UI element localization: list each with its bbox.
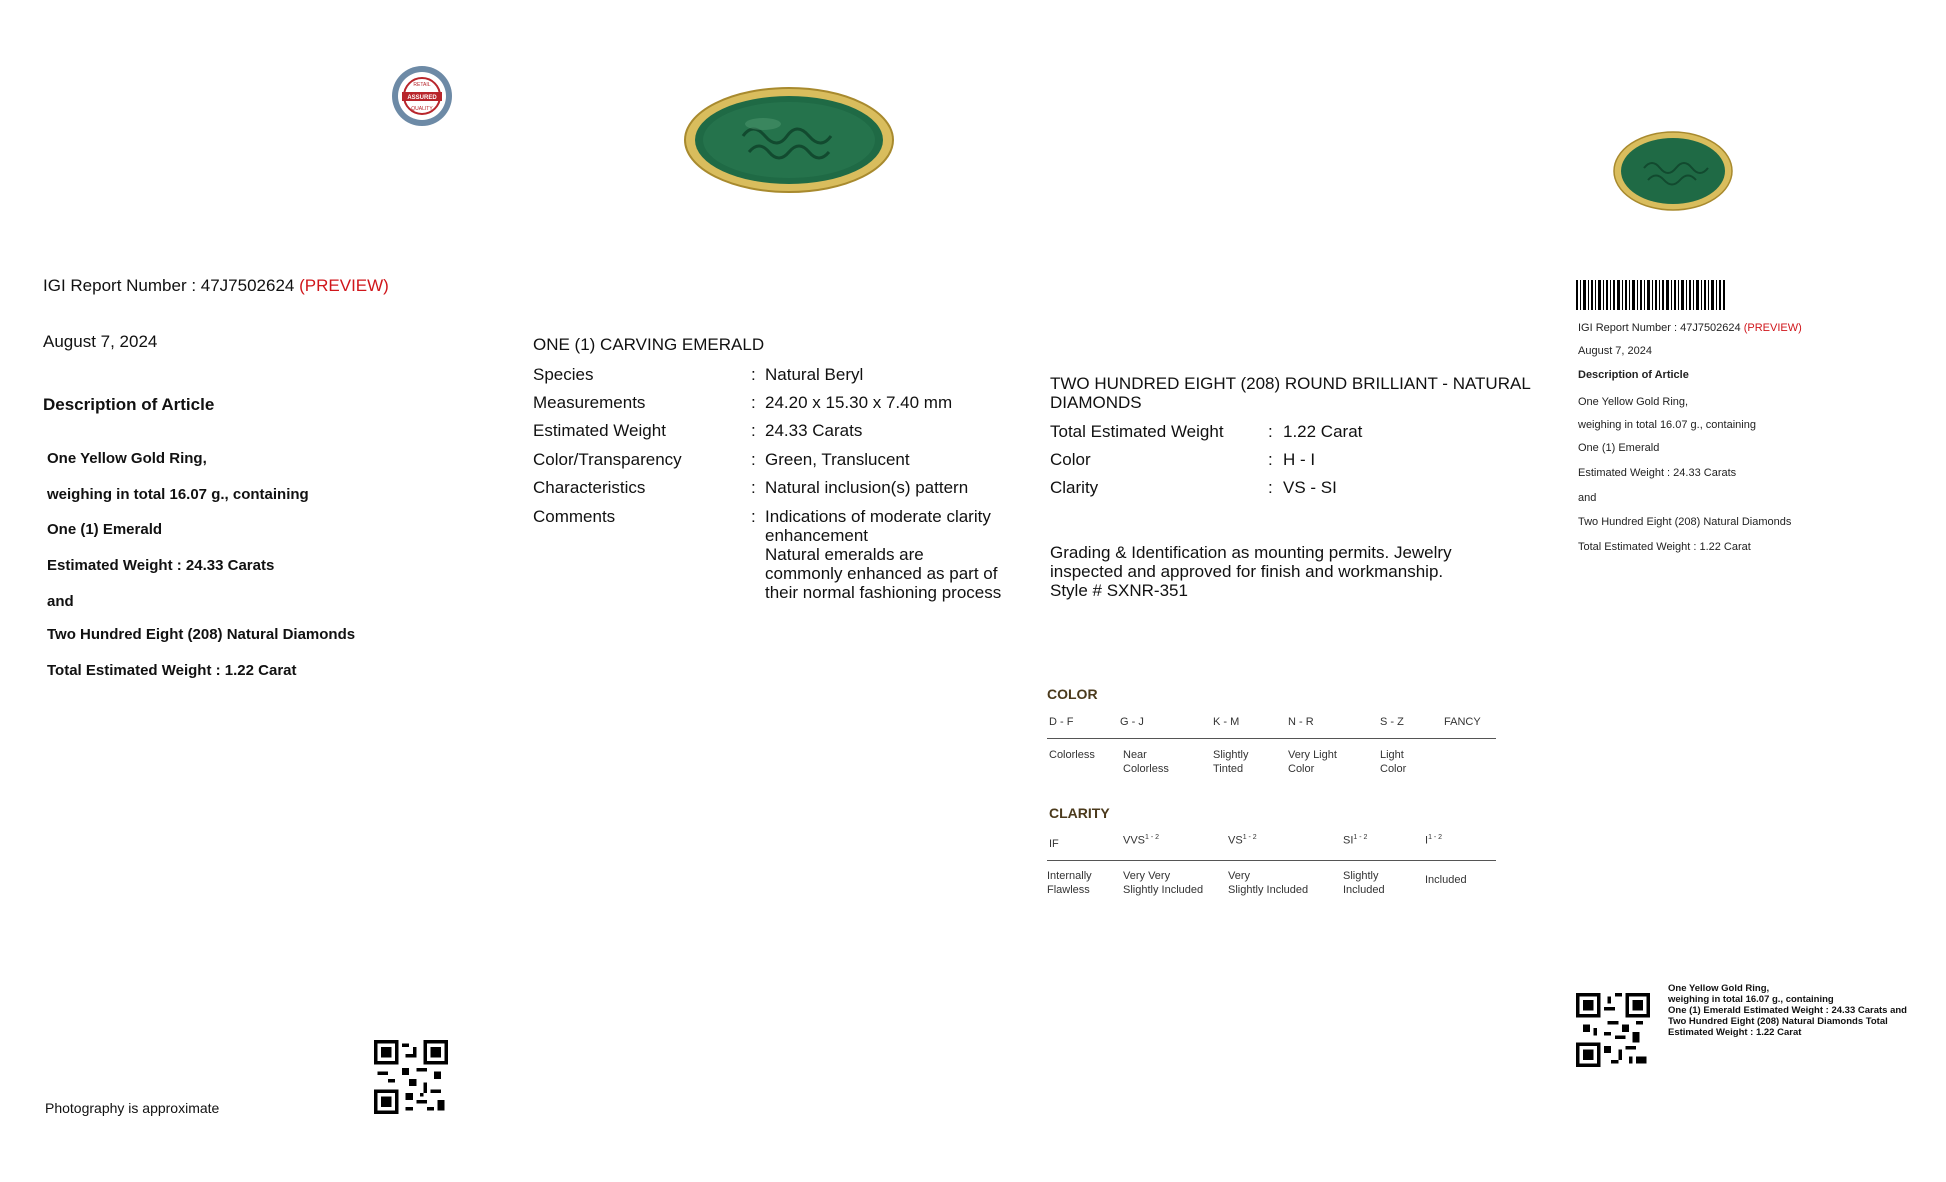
spec-label: Species: [533, 365, 594, 384]
clarity-grade: $I^{1 - 2}$: [1425, 834, 1443, 847]
spec-label: Clarity: [1050, 478, 1099, 497]
clarity-desc: Very Slightly Included: [1228, 870, 1309, 896]
side-preview-badge: (PREVIEW): [1743, 322, 1802, 334]
side-description-line: Estimated Weight : 24.33 Carats: [1578, 467, 1737, 479]
description-line: One (1) Emerald: [47, 521, 163, 538]
side-description-line: weighing in total 16.07 g., containing: [1578, 419, 1756, 431]
side-description-line: Total Estimated Weight : 1.22 Carat: [1578, 541, 1751, 553]
spec-value: 1.22 Carat: [1283, 422, 1363, 441]
spec-colon: :: [1268, 450, 1273, 469]
color-desc: Very Light Color: [1288, 749, 1337, 775]
description-line: Two Hundred Eight (208) Natural Diamonds: [47, 626, 356, 643]
clarity-scale-rule: [1047, 860, 1496, 861]
summary-line: weighing in total 16.07 g., containing: [1668, 994, 1834, 1005]
clarity-desc: Internally Flawless: [1047, 870, 1092, 896]
svg-text:ASSURED: ASSURED: [407, 95, 437, 101]
barcode: [1576, 280, 1726, 310]
description-line: weighing in total 16.07 g., containing: [47, 486, 309, 503]
description-heading: Description of Article: [43, 395, 215, 414]
color-grade: N - R: [1288, 716, 1314, 728]
spec-colon: :: [751, 478, 756, 497]
description-line: Total Estimated Weight : 1.22 Carat: [47, 662, 297, 679]
side-date: August 7, 2024: [1578, 345, 1653, 357]
spec-colon: :: [1268, 422, 1273, 441]
spec-value: Natural Beryl: [765, 365, 864, 384]
preview-badge: (PREVIEW): [299, 276, 389, 295]
report-number: IGI Report Number : 47J7502624 (PREVIEW): [43, 276, 389, 295]
comment-line: enhancement: [765, 526, 869, 545]
description-line: Estimated Weight : 24.33 Carats: [47, 557, 275, 574]
assured-quality-seal: [390, 64, 454, 128]
side-description-line: One (1) Emerald: [1578, 442, 1660, 454]
side-report-number: IGI Report Number : 47J7502624 (PREVIEW): [1578, 322, 1802, 334]
note-line: Grading & Identification as mounting permits. Jewelry: [1050, 543, 1452, 562]
spec-label: Total Estimated Weight: [1050, 422, 1224, 441]
clarity-grade: VVS$^{1 - 2}$: [1123, 834, 1160, 847]
spec-colon: :: [751, 393, 756, 412]
spec-value: 24.33 Carats: [765, 421, 863, 440]
side-summary: [1668, 983, 1918, 1038]
spec-value: H - I: [1283, 450, 1316, 469]
clarity-desc: Slightly Included: [1343, 870, 1385, 896]
photography-note: Photography is approximate: [45, 1100, 220, 1116]
qr-code[interactable]: [374, 1040, 448, 1114]
svg-text:RETAIL: RETAIL: [413, 82, 431, 88]
color-desc: Colorless: [1049, 749, 1095, 761]
spec-value: VS - SI: [1283, 478, 1337, 497]
comment-line: commonly enhanced as part of: [765, 564, 998, 583]
diamonds-title: [1050, 374, 1531, 412]
clarity-grade: SI$^{1 - 2}$: [1343, 834, 1368, 847]
summary-line: One (1) Emerald Estimated Weight : 24.33 Carats and: [1668, 1005, 1907, 1016]
color-grade: S - Z: [1380, 716, 1404, 728]
spec-row: [533, 365, 593, 385]
spec-colon: :: [751, 450, 756, 469]
side-description-line: and: [1578, 492, 1597, 504]
spec-label: Measurements: [533, 393, 646, 412]
color-grade: K - M: [1213, 716, 1240, 728]
spec-label: Color: [1050, 450, 1091, 469]
diamonds-title-line: DIAMONDS: [1050, 393, 1142, 412]
clarity-desc: Very Very Slightly Included: [1123, 870, 1204, 896]
color-desc: Near Colorless: [1123, 749, 1169, 775]
color-desc: Light Color: [1380, 749, 1407, 775]
description-line: One Yellow Gold Ring,: [47, 450, 207, 467]
side-description-heading: Description of Article: [1578, 369, 1689, 381]
spec-label: Estimated Weight: [533, 421, 666, 440]
spec-value: Natural inclusion(s) pattern: [765, 478, 969, 497]
color-scale-heading: COLOR: [1047, 686, 1098, 702]
clarity-grade: VS$^{1 - 2}$: [1228, 834, 1257, 847]
spec-value: Indications of moderate clarity: [765, 507, 991, 526]
svg-text:QUALITY: QUALITY: [411, 106, 433, 112]
spec-colon: :: [751, 507, 756, 526]
summary-line: Two Hundred Eight (208) Natural Diamonds Total: [1668, 1016, 1888, 1027]
color-desc: Slightly Tinted: [1213, 749, 1249, 775]
color-grade: G - J: [1120, 716, 1144, 728]
note-line: inspected and approved for finish and workmanship.: [1050, 562, 1444, 581]
spec-label: Characteristics: [533, 478, 646, 497]
comment-line: their normal fashioning process: [765, 583, 1002, 602]
clarity-scale-heading: CLARITY: [1049, 805, 1110, 821]
spec-colon: :: [1268, 478, 1273, 497]
spec-label: Color/Transparency: [533, 450, 682, 469]
color-grade: D - F: [1049, 716, 1074, 728]
summary-line: One Yellow Gold Ring,: [1668, 983, 1770, 994]
ring-thumbnail: [1612, 130, 1734, 212]
color-grade: FANCY: [1444, 716, 1481, 728]
color-scale-rule: [1047, 738, 1496, 739]
diamonds-title-line: TWO HUNDRED EIGHT (208) ROUND BRILLIANT - NATURAL: [1050, 374, 1531, 393]
spec-value: Green, Translucent: [765, 450, 910, 469]
spec-colon: :: [751, 365, 756, 384]
report-date: August 7, 2024: [43, 332, 158, 351]
spec-label: Comments: [533, 507, 616, 526]
side-description-line: Two Hundred Eight (208) Natural Diamonds: [1578, 516, 1792, 528]
description-line: and: [47, 593, 74, 610]
side-description-line: One Yellow Gold Ring,: [1578, 396, 1689, 408]
clarity-desc: Included: [1425, 874, 1467, 886]
emerald-title: ONE (1) CARVING EMERALD: [533, 335, 765, 354]
spec-value: 24.20 x 15.30 x 7.40 mm: [765, 393, 953, 412]
diamonds-note: [1050, 543, 1452, 600]
spec-colon: :: [751, 421, 756, 440]
note-line: Style # SXNR-351: [1050, 581, 1188, 600]
summary-line: Estimated Weight : 1.22 Carat: [1668, 1027, 1802, 1038]
side-qr-code[interactable]: [1576, 993, 1650, 1067]
comment-line: Natural emeralds are: [765, 545, 924, 564]
clarity-grade: IF: [1049, 838, 1059, 850]
ring-photo: [683, 86, 895, 194]
